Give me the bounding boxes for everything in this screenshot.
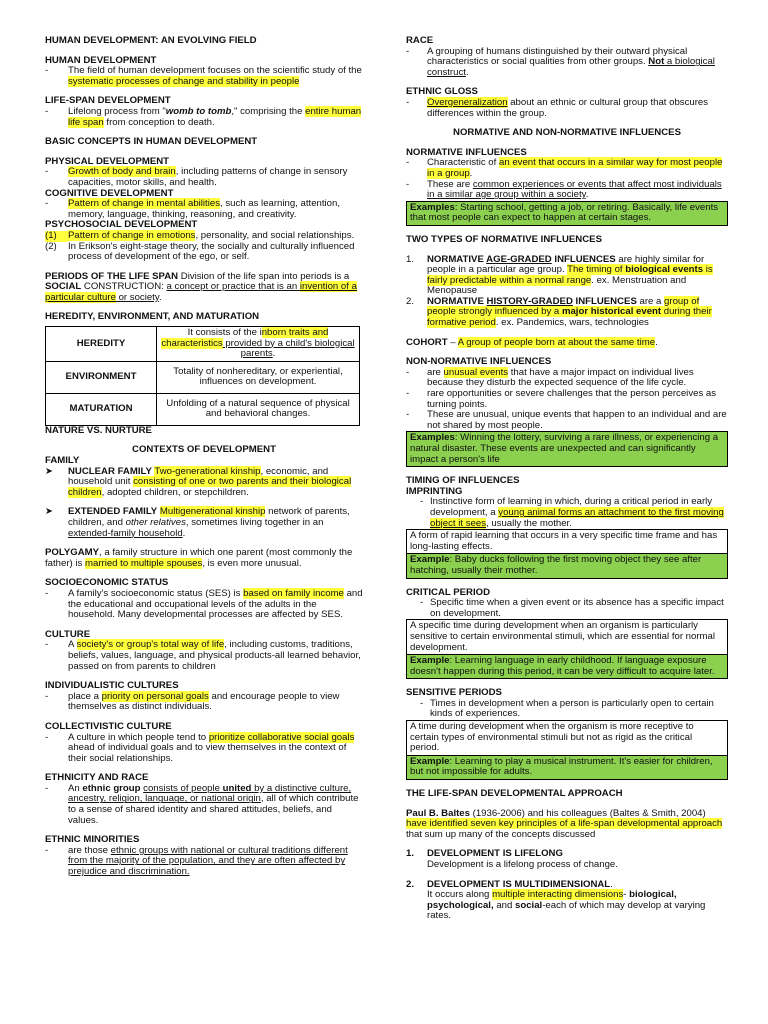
baltes-paragraph: Paul B. Baltes (1936-2006) and his colleagues (Baltes & Smith, 2004) have identified seven key principles of a life-span developmental approach that sum up many of the concepts discussed [406, 807, 723, 840]
right-column [406, 36, 728, 922]
table-row [46, 393, 360, 425]
sensitive-periods-box: A time during development when the organism is more receptive to certain types of environmental stimuli but not as rigid as the critical period. [406, 720, 728, 756]
sensitive-periods-bullet: - Times in development when a person is particularly open to certain kinds of experiences. [420, 697, 714, 720]
environment-value: Totality of nonhereditary, or experiential, influences on development. [157, 361, 360, 393]
hem-heading: HEREDITY, ENVIRONMENT, AND MATURATION [45, 311, 260, 323]
cohort-paragraph: COHORT – A group of people born at about the same time. [406, 336, 658, 348]
ls-heading: LIFE-SPAN DEVELOPMENT [45, 95, 171, 107]
table-row [46, 327, 360, 362]
history-graded-item: 2. NORMATIVE HISTORY-GRADED INFLUENCES are a group of people strongly influenced by a major historical event during their formative period. ex. Pandemics, wars, technologies [406, 295, 712, 329]
extended-family-bullet: ➤ EXTENDED FAMILY Multigenerational kinship network of parents, children, and other relatives, sometimes living together in an extended-family household. [45, 506, 350, 539]
heredity-value: It consists of the inborn traits and characteristics provided by a child's biological parents. [157, 327, 360, 362]
psychosocial-item-2: (2) In Erikson's eight-stage theory, the socially and culturally influenced process of development of the ego, or self. [45, 240, 355, 263]
cognitive-heading: COGNITIVE DEVELOPMENT [45, 187, 174, 199]
polygamy-paragraph: POLYGAMY, a family structure in which one parent (most commonly the father) is married to multiple spouses, is even more unusual. [45, 547, 353, 569]
ses-bullet: - A family's socioeconomic status (SES) is based on family income and the educational and occupational levels of the adults in the household. Many developmental processes are affected by SES. [45, 587, 363, 621]
normative-bullet-2: - These are common experiences or events that affect most individuals in a similar age group within a society. [406, 178, 722, 201]
ethnicity-bullet: - An ethnic group consists of people united by a distinctive culture, ancestry, religion, language, or national origin, all of which contribute to a sense of shared identity and shared attitudes, beliefs, and values. [45, 782, 359, 826]
nuclear-family-bullet: ➤ NUCLEAR FAMILY Two-generational kinship, economic, and household unit consisting of one or two parents and their biological children, adopted children, or stepchildren. [45, 465, 352, 498]
ethnic-gloss-bullet: - Overgeneralization about an ethnic or cultural group that obscures differences within the group. [406, 96, 709, 119]
imprinting-bullet: - Instinctive form of learning in which, during a critical period in early development, a young animal forms an attachment to the first moving object it sees, usually the mother. [420, 496, 724, 529]
hd-heading: HUMAN DEVELOPMENT [45, 54, 157, 66]
sensitive-periods-heading: SENSITIVE PERIODS [406, 687, 502, 699]
collectivistic-bullet: - A culture in which people tend to prioritize collaborative social goals ahead of individual goals and to view themselves in the context of their social relationships. [45, 731, 355, 764]
culture-heading: CULTURE [45, 628, 91, 640]
timing-heading: TIMING OF INFLUENCES [406, 475, 520, 487]
imprinting-heading: IMPRINTING [406, 485, 463, 497]
critical-period-bullet: - Specific time when a given event or its absence has a specific impact on development. [420, 597, 724, 619]
cognitive-bullet: - Pattern of change in mental abilities, such as learning, attention, memory, language, thinking, reasoning, and creativity. [45, 198, 340, 220]
psychosocial-heading: PSYCHOSOCIAL DEVELOPMENT [45, 219, 198, 231]
ethnicity-heading: ETHNICITY AND RACE [45, 772, 149, 784]
hem-table [45, 326, 360, 426]
non-normative-bullet-3: - These are unusual, unique events that happen to an individual and are not shared by most people. [406, 409, 727, 431]
ses-heading: SOCIOECONOMIC STATUS [45, 577, 169, 589]
heredity-label: HEREDITY [46, 327, 157, 362]
basic-concepts-heading: BASIC CONCEPTS IN HUMAN DEVELOPMENT [45, 136, 258, 148]
principle-1: 1. DEVELOPMENT IS LIFELONG Development is a lifelong process of change. [406, 848, 618, 870]
minorities-heading: ETHNIC MINORITIES [45, 834, 140, 846]
collectivistic-heading: COLLECTIVISTIC CULTURE [45, 720, 172, 732]
individualistic-bullet: - place a priority on personal goals and encourage people to view themselves as distinct individuals. [45, 690, 340, 713]
left-column [45, 36, 363, 878]
doc-title: HUMAN DEVELOPMENT: AN EVOLVING FIELD [45, 35, 257, 46]
critical-period-heading: CRITICAL PERIOD [406, 586, 491, 598]
environment-label: ENVIRONMENT [46, 361, 157, 393]
normative-heading: NORMATIVE INFLUENCES [406, 146, 527, 158]
individualistic-heading: INDIVIDUALISTIC CULTURES [45, 680, 179, 692]
normative-examples-box: Examples: Starting school, getting a job, or retiring. Basically, life events that most people can expect to happen at certain stages. [406, 201, 728, 226]
periods-paragraph: PERIODS OF THE LIFE SPAN Division of the life span into periods is a SOCIAL CONSTRUCTION: a concept or practice that is an invention of a particular culture or society. [45, 270, 357, 303]
maturation-value: Unfolding of a natural sequence of physical and behavioral changes. [157, 393, 360, 425]
non-normative-heading: NON-NORMATIVE INFLUENCES [406, 356, 552, 368]
imprinting-box: A form of rapid learning that occurs in a very specific time frame and has long-lasting effects. [406, 529, 728, 554]
non-normative-bullet-1: - are unusual events that have a major impact on individual lives because they disturb the expected sequence of the life cycle. [406, 366, 694, 389]
contexts-heading: CONTEXTS OF DEVELOPMENT [132, 444, 276, 456]
race-heading: RACE [406, 35, 434, 46]
critical-period-example-box: Example: Learning language in early childhood. If language exposure doesn't happen during this period, it can be very difficult to acquire later. [406, 655, 728, 679]
maturation-label: MATURATION [46, 393, 157, 425]
hd-bullet: - The field of human development focuses on the scientific study of the systematic processes of change and stability in people [45, 65, 362, 87]
normative-nonnormative-heading: NORMATIVE AND NON-NORMATIVE INFLUENCES [453, 127, 681, 139]
ls-bullet: - Lifelong process from "womb to tomb," comprising the entire human life span from conception to death. [45, 105, 362, 128]
principle-2: 2. DEVELOPMENT IS MULTIDIMENSIONAL. It occurs along multiple interacting dimensions- biological, psychological, and social-each of which may develop at varying rates. [406, 878, 706, 922]
age-graded-item: 1. NORMATIVE AGE-GRADED INFLUENCES are highly similar for people in a particular age group. The timing of biological events is fairly predictable within a normal range. ex. Menstruation and Menopause [406, 253, 713, 297]
non-normative-examples-box: Examples: Winning the lottery, surviving a rare illness, or experiencing a natural disaster. These events are unexpected and can significantly impact a person's life [406, 431, 728, 467]
table-row [46, 361, 360, 393]
non-normative-bullet-2: - rare opportunities or severe challenges that the person perceives as turning points. [406, 388, 717, 410]
two-types-heading: TWO TYPES OF NORMATIVE INFLUENCES [406, 233, 602, 245]
nature-nurture-heading: NATURE VS. NURTURE [45, 424, 152, 436]
critical-period-box: A specific time during development when an organism is particularly sensitive to certain environmental stimuli, which are essential for normal development. [406, 619, 728, 655]
psychosocial-item-1: (1) Pattern of change in emotions, personality, and social relationships. [45, 229, 355, 241]
sensitive-periods-example-box: Example: Learning to play a musical instrument. It's easier for children, but not impossible for adults. [406, 756, 728, 780]
physical-heading: PHYSICAL DEVELOPMENT [45, 155, 170, 167]
life-span-approach-heading: THE LIFE-SPAN DEVELOPMENTAL APPROACH [406, 788, 623, 800]
family-heading: FAMILY [45, 455, 80, 467]
minorities-bullet: - are those ethnic groups with national or cultural traditions different from the majority of the population, and they are often affected by prejudice and discrimination. [45, 844, 348, 878]
imprinting-example-box: Example: Baby ducks following the first moving object they see after hatching, usually their mother. [406, 554, 728, 578]
normative-bullet-1: - Characteristic of an event that occurs in a similar way for most people in a group. [406, 157, 723, 179]
culture-bullet: - A society's or group's total way of life, including customs, traditions, beliefs, values, language, and physical products-all learned behavior, passed on from parents to children [45, 639, 361, 672]
ethnic-gloss-heading: ETHNIC GLOSS [406, 86, 478, 98]
physical-bullet: - Growth of body and brain, including patterns of change in sensory capacities, motor skills, and health. [45, 166, 348, 188]
race-bullet: - A grouping of humans distinguished by their outward physical characteristics or social qualities from other groups. Not a biological construct. [406, 45, 715, 78]
